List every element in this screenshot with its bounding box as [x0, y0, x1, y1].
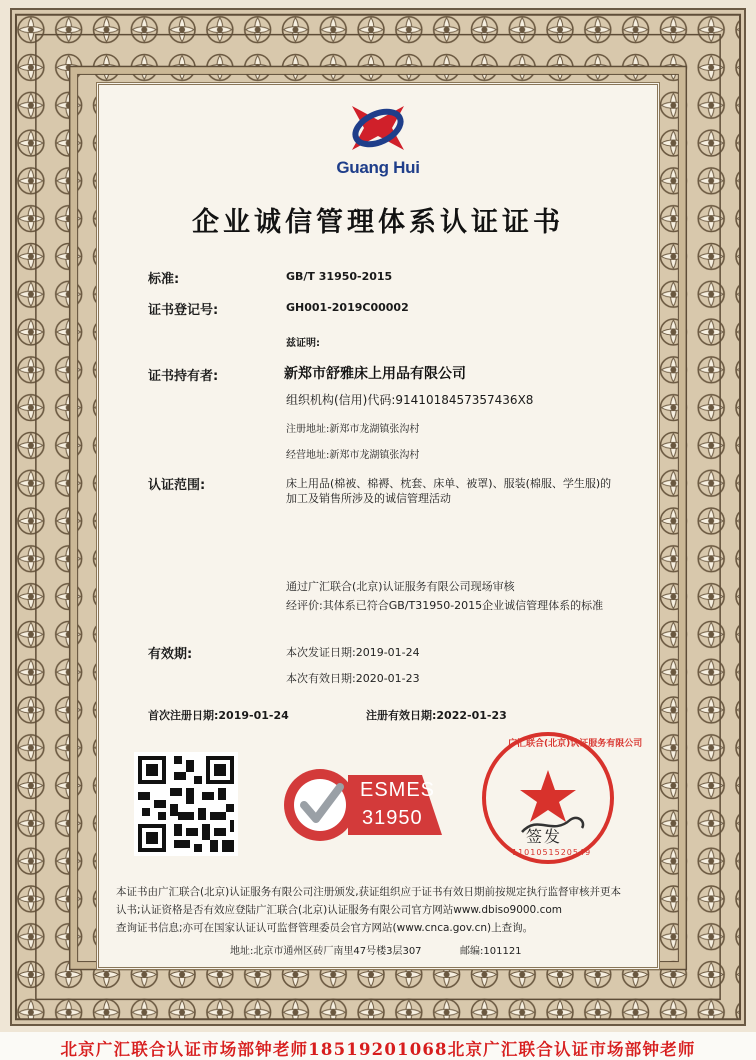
audit-line-1: 通过广汇联合(北京)认证服务有限公司现场审核: [286, 580, 515, 593]
footer-address: 地址:北京市通州区砖厂南里47号楼3层307: [230, 946, 422, 957]
standard-value: GB/T 31950-2015: [286, 270, 393, 283]
certificate-title: 企业诚信管理体系认证证书: [192, 207, 564, 238]
seal-arc-text: 广汇联合(北京)认证服务有限公司: [508, 739, 643, 749]
scope-line-2: 加工及销售所涉及的诚信管理活动: [286, 492, 451, 505]
expire-date: 本次有效日期:2020-01-23: [286, 672, 420, 685]
first-registration-date: 首次注册日期:2019-01-24: [148, 709, 289, 722]
esmes-mark-icon: [282, 765, 452, 845]
holder-label: 证书持有者:: [148, 369, 219, 384]
registration-valid-date: 注册有效日期:2022-01-23: [366, 709, 507, 722]
logo-text: Guang Hui: [336, 158, 420, 177]
org-code: 组织机构(信用)代码:9141018457357436X8: [286, 393, 534, 407]
registered-address: 注册地址:新郑市龙湖镇张沟村: [286, 424, 420, 435]
watermark-text: 北京广汇联合认证市场部钟老师18519201068北京广汇联合认证市场部钟老师: [60, 1040, 696, 1059]
holder-name: 新郑市舒雅床上用品有限公司: [284, 366, 466, 382]
esmes-text: ESMES: [360, 779, 436, 801]
qr-code-icon: [134, 752, 238, 856]
standard-label: 标准:: [148, 272, 180, 287]
business-address: 经营地址:新郑市龙湖镇张沟村: [286, 450, 420, 461]
reg-no-label: 证书登记号:: [148, 303, 219, 318]
validity-label: 有效期:: [148, 647, 193, 662]
seal-number: 1101051520549: [512, 848, 592, 857]
scope-label: 认证范围:: [148, 478, 206, 493]
esmes-number: 31950: [362, 807, 423, 829]
footer-postcode: 邮编:101121: [460, 946, 522, 957]
scope-line-1: 床上用品(棉被、棉褥、枕套、床单、被罩)、服装(棉服、学生服)的: [286, 477, 612, 490]
footer-line-2: 认书;认证资格是否有效应登陆广汇联合(北京)认证服务有限公司官方网站www.dbiso9000.com: [116, 904, 562, 916]
reg-no-value: GH001-2019C00002: [286, 301, 409, 314]
seal-sign: 签发: [526, 827, 563, 846]
footer-line-3: 查询证书信息;亦可在国家认证认可监督管理委员会官方网站(www.cnca.gov.cn)上查询。: [116, 922, 534, 934]
audit-line-2: 经评价:其体系已符合GB/T31950-2015企业诚信管理体系的标准: [286, 599, 604, 612]
certify-note: 兹证明:: [286, 338, 320, 349]
company-seal-icon: [478, 728, 643, 868]
issue-date: 本次发证日期:2019-01-24: [286, 646, 420, 659]
footer-line-1: 本证书由广汇联合(北京)认证服务有限公司注册颁发,获证组织应于证书有效日期前按规定执行监督审核并更本: [116, 886, 622, 898]
